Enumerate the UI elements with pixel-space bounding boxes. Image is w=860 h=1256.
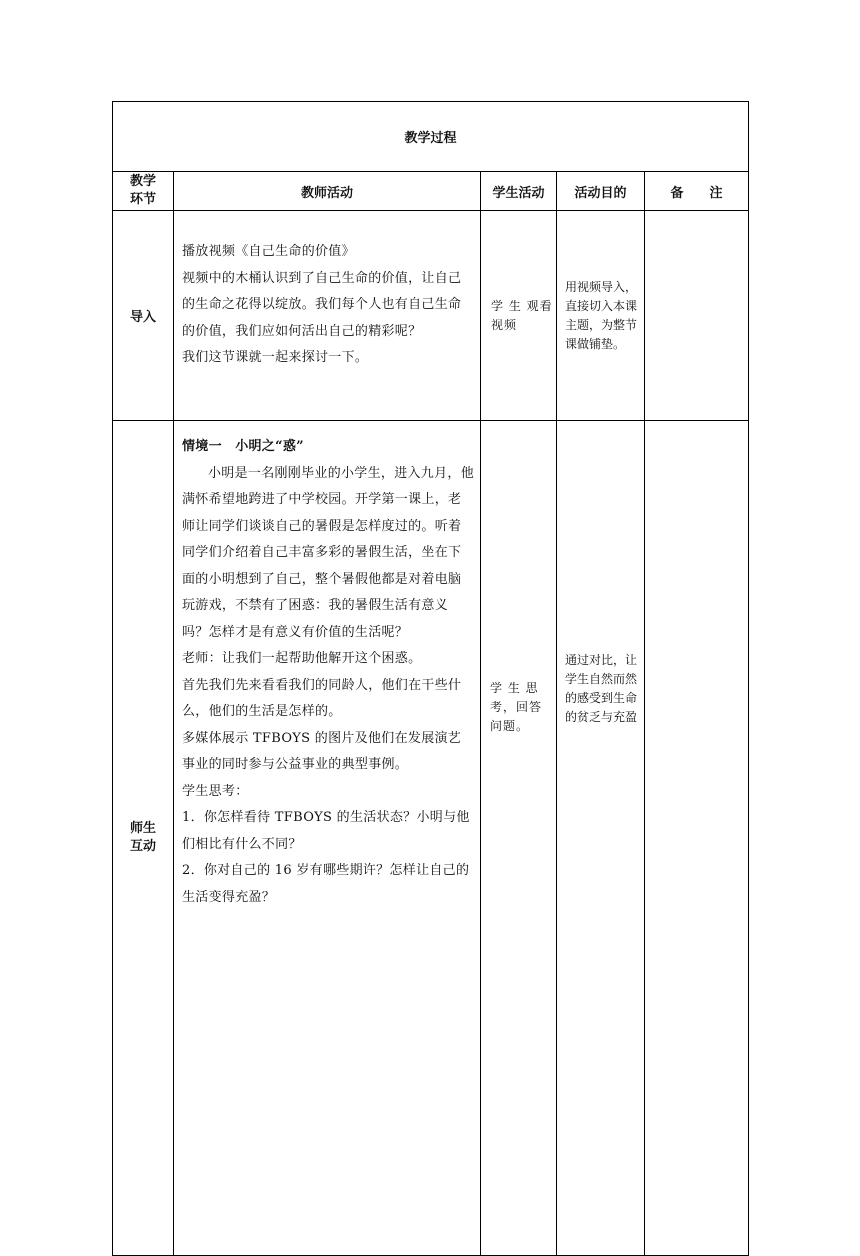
stage-interaction (113, 421, 174, 1256)
header-stage-line2: 环节 (129, 192, 156, 207)
teacher-text: 播放视频《自己生命的价值》 (182, 244, 355, 259)
teaching-process-table (112, 101, 749, 1256)
header-stage-line1: 教学 (129, 174, 156, 189)
table-row-interaction (113, 421, 749, 1256)
student-text: 学 生 观看视频 (491, 298, 553, 332)
student-text: 学 生 思考，回答问题。 (490, 681, 543, 733)
table-title: 教学过程 (113, 102, 749, 172)
teacher-text: 视频中的木桶认识到了自己生命的价值，让自己的生命之花得以绽放。我们每个人也有自己生命的价值，我们应如何活出自己的精彩呢？ (182, 270, 462, 339)
header-teacher: 教师活动 (174, 172, 481, 211)
teacher-text: 我们这节课就一起来探讨一下。 (182, 350, 369, 365)
student-activity-intro (481, 211, 557, 421)
header-stage (113, 172, 174, 211)
stage-interaction-line2: 互动 (129, 839, 156, 854)
purpose-text: 通过对比，让学生自然而然的感受到生命的贫乏与充盈 (565, 653, 638, 724)
activity-purpose-interaction (557, 421, 645, 1256)
teacher-activity-interaction (174, 421, 481, 1256)
stage-interaction-line1: 师生 (129, 821, 156, 836)
teacher-text: 小明是一名刚刚毕业的小学生，进入九月，他满怀希望地跨进了中学校园。开学第一课上，老师让同学们谈谈自己的暑假是怎样度过的。听着同学们介绍着自己丰富多彩的暑假生活，坐在下面的小明想到了自己，整个暑假他都是对着电脑玩游戏，不禁有了困惑：我的暑假生活有意义吗？怎样才是有意义有价值的生活呢？ (182, 465, 475, 640)
stage-intro: 导入 (113, 211, 174, 421)
header-remark: 备 注 (645, 172, 749, 211)
scenario-heading: 情境一 小明之“惑” (182, 439, 304, 454)
remark-interaction (645, 421, 749, 1256)
teacher-text: 首先我们先来看看我们的同龄人，他们在干些什么，他们的生活是怎样的。 (182, 677, 462, 719)
table-header-row (113, 172, 749, 211)
header-purpose: 活动目的 (557, 172, 645, 211)
student-activity-interaction (481, 421, 557, 1256)
purpose-text: 用视频导入，直接切入本课主题，为整节课做铺垫。 (565, 279, 638, 351)
teacher-text: 老师：让我们一起帮助他解开这个困惑。 (182, 651, 422, 666)
table-title-row (113, 102, 749, 172)
header-student: 学生活动 (481, 172, 557, 211)
teacher-text: 2．你对自己的 16 岁有哪些期许？怎样让自己的生活变得充盈？ (182, 863, 470, 905)
table-row-intro (113, 211, 749, 421)
teacher-text: 多媒体展示 TFBOYS 的图片及他们在发展演艺事业的同时参与公益事业的典型事例。 (182, 730, 462, 772)
teacher-activity-intro (174, 211, 481, 421)
teacher-text: 学生思考： (182, 783, 249, 799)
activity-purpose-intro (557, 211, 645, 421)
remark-intro (645, 211, 749, 421)
teacher-text: 1．你怎样看待 TFBOYS 的生活状态？小明与他们相比有什么不同？ (182, 810, 470, 852)
